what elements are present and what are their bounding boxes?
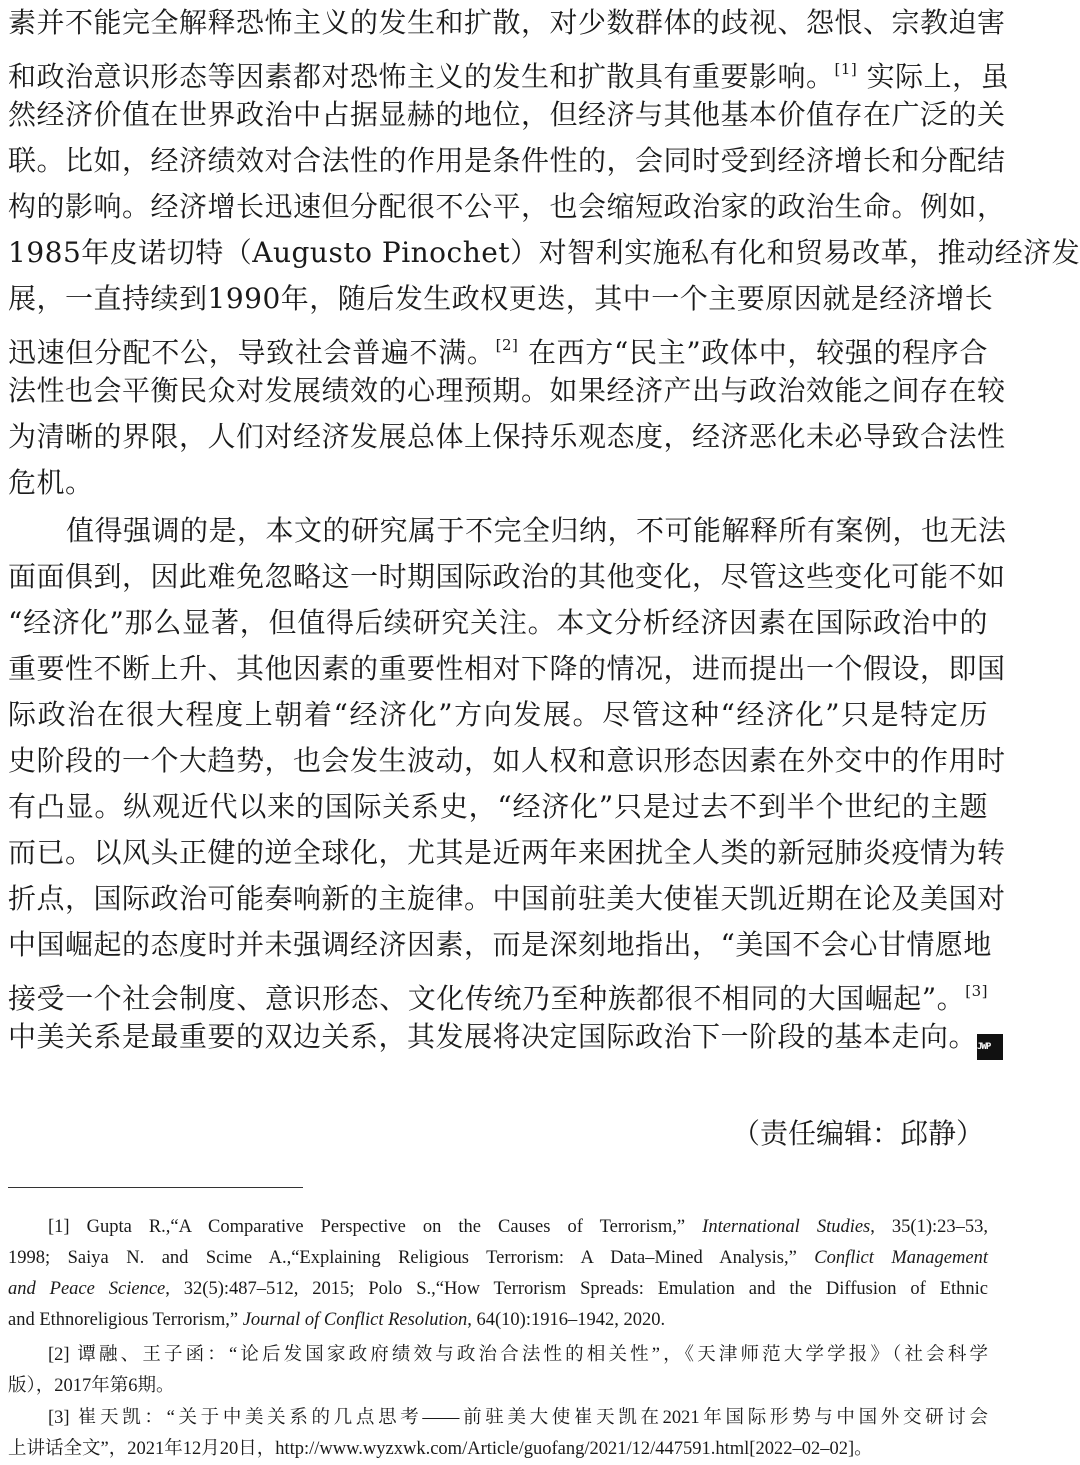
text-line: 中国崛起的态度时并未强调经济因素，而是深刻地指出，“美国不会心甘情愿地 — [8, 928, 992, 961]
paragraph-2 — [8, 508, 1007, 1060]
text-line: 面面俱到，因此难免忽略这一时期国际政治的其他变化，尽管这些变化可能不如 — [8, 560, 1006, 593]
footnote-url[interactable]: 上讲话全文”，2021年12月20日，http://www.wyzxwk.com/Article/guofang/2021/12/447591.html[2022–02–02]。 — [8, 1439, 873, 1459]
footnote-2 — [8, 1340, 988, 1402]
footnote-ref[interactable]: [3] — [965, 982, 988, 1000]
editor-note: （责任编辑：邱静） — [731, 1117, 984, 1150]
footnote-line: and Peace Science, 32(5):487–512, 2015; Polo S.,“How Terrorism Spreads: Emulation and the Diffusion of Ethnic — [8, 1279, 988, 1299]
footnote-1 — [8, 1212, 988, 1336]
text-line: 为清晰的界限，人们对经济发展总体上保持乐观态度，经济恶化未必导致合法性 — [8, 420, 1006, 453]
text-line: 法性也会平衡民众对发展绩效的心理预期。如果经济产出与政治效能之间存在较 — [8, 374, 1006, 407]
text-line: 展，一直持续到1990年，随后发生政权更迭，其中一个主要原因就是经济增长 — [8, 282, 994, 315]
footnote-line: [1] Gupta R.,“A Comparative Perspective on the Causes of Terrorism,” International Studies, 35(1):23–53, — [48, 1217, 989, 1237]
text-line: 然经济价值在世界政治中占据显赫的地位，但经济与其他基本价值存在广泛的关 — [8, 98, 1006, 131]
footnote-line: [3] 崔天凯：“关于中美关系的几点思考——前驻美大使崔天凯在2021年国际形势与中国外交研讨会 — [48, 1408, 988, 1428]
text-line: 际政治在很大程度上朝着“经济化”方向发展。尽管这种“经济化”只是特定历 — [8, 698, 988, 731]
text-line: 1985年皮诺切特（Augusto Pinochet）对智利实施私有化和贸易改革，推动经济发 — [8, 236, 1080, 269]
text-line: 迅速但分配不公，导致社会普遍不满。[2] 在西方“民主”政体中，较强的程序合 — [8, 336, 988, 369]
footnote-line: 1998; Saiya N. and Scime A.,“Explaining Religious Terrorism: A Data–Mined Analysis,” Conflict Management — [8, 1248, 988, 1268]
text-line: 而已。以风头正健的逆全球化，尤其是近两年来困扰全人类的新冠肺炎疫情为转 — [8, 836, 1006, 869]
footnote-ref[interactable]: [1] — [834, 60, 858, 78]
text-line: 有凸显。纵观近代以来的国际关系史，“经济化”只是过去不到半个世纪的主题 — [8, 790, 988, 823]
text-line: “经济化”那么显著，但值得后续研究关注。本文分析经济因素在国际政治中的 — [8, 606, 988, 639]
footnote-line: 版），2017年第6期。 — [8, 1376, 175, 1396]
footnote-divider — [8, 1187, 303, 1188]
text-line: 接受一个社会制度、意识形态、文化传统乃至种族都很不相同的大国崛起”。[3] — [8, 982, 988, 1015]
footnote-line: [2] 谭融、王子函：“论后发国家政府绩效与政治合法性的相关性”，《天津师范大学学报》（社会科学 — [48, 1345, 988, 1365]
text-line: 素并不能完全解释恐怖主义的发生和扩散，对少数群体的歧视、怨恨、宗教迫害 — [8, 6, 1006, 39]
text-line: 构的影响。经济增长迅速但分配很不公平，也会缩短政治家的政治生命。例如， — [8, 190, 1006, 223]
footnote-line — [8, 1434, 988, 1465]
text-line: 中美关系是最重要的双边关系，其发展将决定国际政治下一阶段的基本走向。JWP — [8, 1014, 988, 1060]
paragraph-1 — [8, 0, 1080, 506]
text-line: 折点，国际政治可能奏响新的主旋律。中国前驻美大使崔天凯近期在论及美国对 — [8, 882, 1006, 915]
footnote-line: and Ethnoreligious Terrorism,” Journal of Conflict Resolution, 64(10):1916–1942, 2020. — [8, 1310, 666, 1330]
text-line: 和政治意识形态等因素都对恐怖主义的发生和扩散具有重要影响。[1] 实际上，虽 — [8, 60, 1010, 93]
footnote-ref[interactable]: [2] — [495, 336, 519, 354]
text-line: 重要性不断上升、其他因素的重要性相对下降的情况，进而提出一个假设，即国 — [8, 652, 1006, 685]
footnote-3 — [8, 1403, 988, 1465]
text-line: 联。比如，经济绩效对合法性的作用是条件性的，会同时受到经济增长和分配结 — [8, 144, 1006, 177]
journal-end-mark-icon: JWP — [977, 1034, 1003, 1060]
text-line: 值得强调的是，本文的研究属于不完全归纳，不可能解释所有案例，也无法 — [66, 514, 1007, 547]
text-line: 危机。 — [8, 466, 94, 499]
text-line: 史阶段的一个大趋势，也会发生波动，如人权和意识形态因素在外交中的作用时 — [8, 744, 1006, 777]
